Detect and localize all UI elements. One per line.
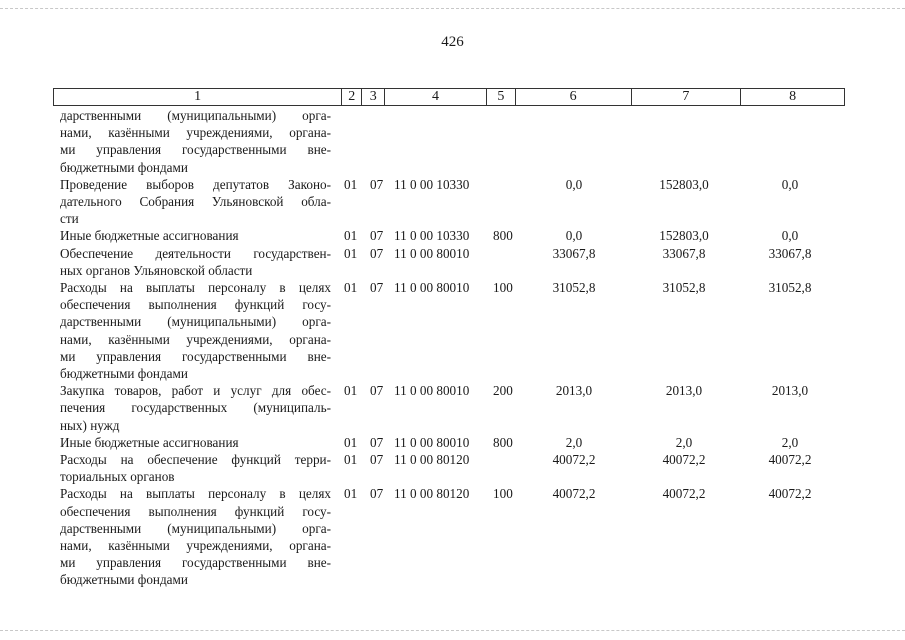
amount-col-8: 0,0 (781, 228, 799, 244)
description-line: Иные бюджетные ассигнования (60, 434, 239, 450)
header-col-7: 7 (632, 89, 742, 105)
description-line: сти (60, 211, 79, 227)
section-code: 01 (344, 383, 358, 399)
table-row (0, 245, 905, 279)
header-col-3: 3 (362, 89, 385, 105)
expense-type-code: 800 (493, 434, 513, 450)
expense-type-code: 100 (493, 486, 513, 502)
table-row (0, 227, 905, 244)
description-line: Иные бюджетные ассигнования (60, 228, 239, 244)
row-description (60, 227, 331, 244)
description-line: дарственными (муниципальными) орга- (60, 108, 331, 123)
amount-col-7: 152803,0 (659, 176, 709, 192)
section-code: 01 (344, 434, 358, 450)
table-row (0, 434, 905, 451)
row-description (60, 176, 331, 228)
description-line: бюджетными фондами (60, 365, 188, 381)
description-line: Расходы на выплаты персоналу в целях (60, 279, 331, 295)
amount-col-6: 40072,2 (552, 486, 596, 502)
row-description (60, 485, 331, 588)
row-description (60, 107, 331, 176)
description-line: дарственными (муниципальными) орга- (60, 314, 331, 330)
table-row (0, 107, 905, 176)
section-code: 01 (344, 279, 358, 295)
expense-type-code: 800 (493, 228, 513, 244)
scan-edge-top (0, 8, 905, 9)
amount-col-6: 2013,0 (555, 383, 593, 399)
subsection-code: 07 (370, 279, 384, 295)
amount-col-6: 0,0 (565, 228, 583, 244)
expense-type-code: 200 (493, 383, 513, 399)
description-line: нами, казёнными учреждениями, органа- (60, 537, 331, 553)
subsection-code: 07 (370, 434, 384, 450)
row-description (60, 382, 331, 434)
subsection-code: 07 (370, 245, 384, 261)
header-col-6: 6 (516, 89, 632, 105)
description-line: ми управления государственными вне- (60, 142, 331, 158)
amount-col-8: 33067,8 (768, 245, 812, 261)
header-col-2: 2 (342, 89, 362, 105)
amount-col-7: 40072,2 (662, 486, 706, 502)
amount-col-7: 40072,2 (662, 451, 706, 467)
target-article-code: 11 0 00 10330 (394, 176, 470, 192)
target-article-code: 11 0 00 80010 (394, 245, 470, 261)
amount-col-8: 2,0 (781, 434, 799, 450)
subsection-code: 07 (370, 228, 384, 244)
header-col-1: 1 (54, 89, 342, 105)
amount-col-7: 33067,8 (662, 245, 706, 261)
subsection-code: 07 (370, 176, 384, 192)
header-col-8: 8 (789, 89, 797, 104)
expense-type-code: 100 (493, 279, 513, 295)
amount-col-8: 40072,2 (768, 486, 812, 502)
amount-col-6: 33067,8 (552, 245, 596, 261)
description-line: нами, казёнными учреждениями, органа- (60, 125, 331, 141)
section-code: 01 (344, 245, 358, 261)
row-description (60, 451, 331, 485)
amount-col-8: 40072,2 (768, 451, 812, 467)
description-line: ми управления государственными вне- (60, 348, 331, 364)
amount-col-7: 2013,0 (665, 383, 703, 399)
description-line: дательного Собрания Ульяновской обла- (60, 194, 331, 209)
amount-col-6: 40072,2 (552, 451, 596, 467)
subsection-code: 07 (370, 383, 384, 399)
page-number: 426 (441, 34, 464, 50)
section-code: 01 (344, 486, 358, 502)
amount-col-6: 31052,8 (552, 279, 596, 295)
description-line: Расходы на обеспечение функций терри- (60, 451, 331, 467)
amount-col-6: 0,0 (565, 176, 583, 192)
target-article-code: 11 0 00 80010 (394, 383, 470, 399)
description-line: дарственными (муниципальными) орга- (60, 520, 331, 536)
description-line: нами, казёнными учреждениями, органа- (60, 331, 331, 347)
row-description (60, 434, 331, 451)
description-line: печения государственных (муниципаль- (60, 400, 331, 416)
amount-col-7: 2,0 (675, 434, 693, 450)
amount-col-7: 31052,8 (662, 279, 706, 295)
target-article-code: 11 0 00 80120 (394, 486, 470, 502)
description-line: бюджетными фондами (60, 159, 188, 175)
description-line: ми управления государственными вне- (60, 555, 331, 571)
section-code: 01 (344, 228, 358, 244)
target-article-code: 11 0 00 80120 (394, 451, 470, 467)
row-description (60, 245, 331, 279)
table-row (0, 279, 905, 382)
subsection-code: 07 (370, 451, 384, 467)
table-header (53, 88, 845, 106)
table-row (0, 485, 905, 588)
description-line: обеспечения выполнения функций госу- (60, 503, 331, 519)
amount-col-6: 2,0 (565, 434, 583, 450)
description-line: Закупка товаров, работ и услуг для обес- (60, 383, 331, 399)
target-article-code: 11 0 00 80010 (394, 434, 470, 450)
description-line: Проведение выборов депутатов Законо- (60, 176, 331, 192)
description-line: обеспечения выполнения функций госу- (60, 297, 331, 313)
amount-col-8: 2013,0 (771, 383, 809, 399)
header-col-5: 5 (487, 89, 516, 105)
section-code: 01 (344, 451, 358, 467)
table-row (0, 382, 905, 434)
table-row (0, 451, 905, 485)
description-line: ных органов Ульяновской области (60, 262, 253, 278)
row-description (60, 279, 331, 382)
description-line: ных) нужд (60, 417, 120, 433)
description-line: ториальных органов (60, 469, 175, 485)
target-article-code: 11 0 00 10330 (394, 228, 470, 244)
amount-col-8: 31052,8 (768, 279, 812, 295)
section-code: 01 (344, 176, 358, 192)
description-line: бюджетными фондами (60, 572, 188, 588)
header-col-4: 4 (385, 89, 487, 105)
target-article-code: 11 0 00 80010 (394, 279, 470, 295)
amount-col-7: 152803,0 (659, 228, 709, 244)
subsection-code: 07 (370, 486, 384, 502)
table-body (0, 107, 905, 589)
description-line: Обеспечение деятельности государствен- (60, 245, 331, 261)
table-row (0, 176, 905, 228)
description-line: Расходы на выплаты персоналу в целях (60, 486, 331, 502)
scan-edge-bottom (0, 630, 905, 631)
amount-col-8: 0,0 (781, 176, 799, 192)
